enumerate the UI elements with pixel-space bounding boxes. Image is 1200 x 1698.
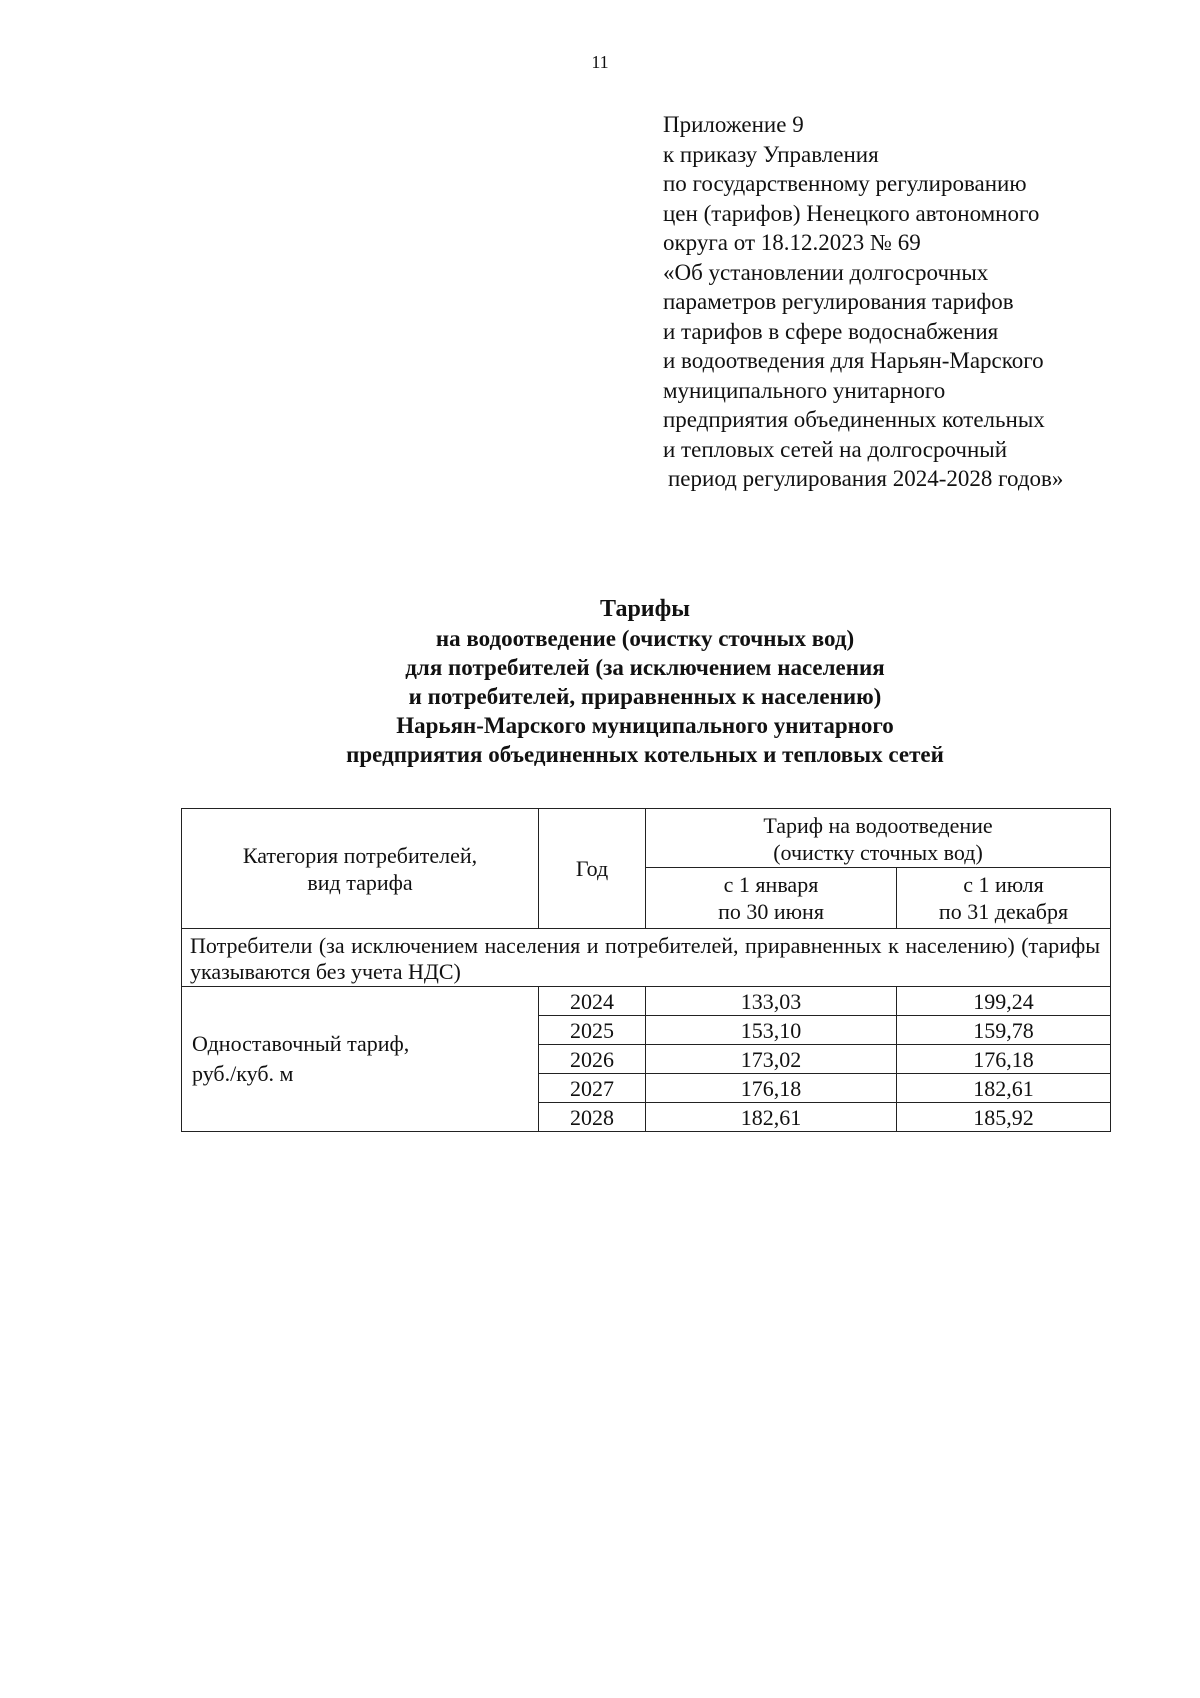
annex-line: цен (тарифов) Ненецкого автономного	[663, 200, 1040, 226]
year-cell: 2026	[539, 1045, 646, 1074]
first-half-value: 182,61	[646, 1103, 897, 1132]
header-category-line: вид тарифа	[307, 869, 413, 895]
header-period-line: по 30 июня	[718, 899, 824, 924]
second-half-value: 199,24	[897, 987, 1111, 1016]
first-half-value: 153,10	[646, 1016, 897, 1045]
header-period-second-half	[897, 868, 1111, 929]
annex-line: к приказу Управления	[663, 141, 879, 167]
annex-line: муниципального унитарного	[663, 377, 946, 403]
annex-line: Приложение 9	[663, 112, 804, 137]
tariff-category	[182, 987, 539, 1132]
year-cell: 2027	[539, 1074, 646, 1103]
tariff-table	[181, 808, 1111, 1132]
title-line: предприятия объединенных котельных и тепловых сетей	[346, 742, 944, 767]
second-half-value: 185,92	[897, 1103, 1111, 1132]
document-title	[180, 595, 1110, 769]
second-half-value: 159,78	[897, 1016, 1111, 1045]
annex-line: по государственному регулированию	[663, 171, 1027, 196]
tariff-category-line: руб./куб. м	[192, 1061, 294, 1086]
header-period-line: по 31 декабря	[938, 899, 1069, 924]
year-cell: 2024	[539, 987, 646, 1016]
header-tariff-line: Тариф на водоотведение	[763, 813, 993, 838]
second-half-value: 176,18	[897, 1045, 1111, 1074]
annex-line: округа от 18.12.2023 № 69	[663, 230, 921, 255]
year-cell: 2028	[539, 1103, 646, 1132]
second-half-value: 182,61	[897, 1074, 1111, 1103]
annex-line: период регулирования 2024-2028 годов»	[668, 466, 1064, 491]
annex-header	[663, 110, 1143, 494]
title-line: и потребителей, приравненных к населению)	[408, 684, 882, 709]
header-category-line: Категория потребителей,	[242, 842, 478, 868]
header-year: Год	[539, 809, 646, 929]
first-half-value: 176,18	[646, 1074, 897, 1103]
first-half-value: 133,03	[646, 987, 897, 1016]
annex-line: и тепловых сетей на долгосрочный	[663, 436, 1008, 462]
tariff-category-line: Одноставочный тариф,	[192, 1031, 410, 1056]
header-period-line: с 1 июля	[963, 872, 1044, 897]
title-main: Тарифы	[600, 596, 690, 622]
title-line: Нарьян-Марского муниципального унитарного	[396, 713, 894, 738]
page-number: 11	[591, 52, 609, 72]
year-cell: 2025	[539, 1016, 646, 1045]
header-tariff	[646, 809, 1111, 868]
annex-line: «Об установлении долгосрочных	[663, 259, 989, 285]
annex-line: и водоотведения для Нарьян-Марского	[663, 348, 1044, 373]
annex-line: и тарифов в сфере водоснабжения	[663, 318, 999, 344]
header-category	[182, 809, 539, 929]
annex-line: параметров регулирования тарифов	[663, 289, 1014, 314]
first-half-value: 173,02	[646, 1045, 897, 1074]
header-period-line: с 1 января	[723, 872, 819, 897]
title-line: для потребителей (за исключением населения	[405, 655, 885, 680]
header-period-first-half	[646, 868, 897, 929]
consumer-group-label: Потребители (за исключением населения и потребителей, приравненных к населению) (тарифы указываются без учета НДС)	[182, 929, 1111, 987]
title-line: на водоотведение (очистку сточных вод)	[435, 626, 855, 651]
annex-line: предприятия объединенных котельных	[663, 407, 1045, 432]
header-tariff-line: (очистку сточных вод)	[773, 840, 983, 865]
table-row	[182, 987, 1111, 1016]
